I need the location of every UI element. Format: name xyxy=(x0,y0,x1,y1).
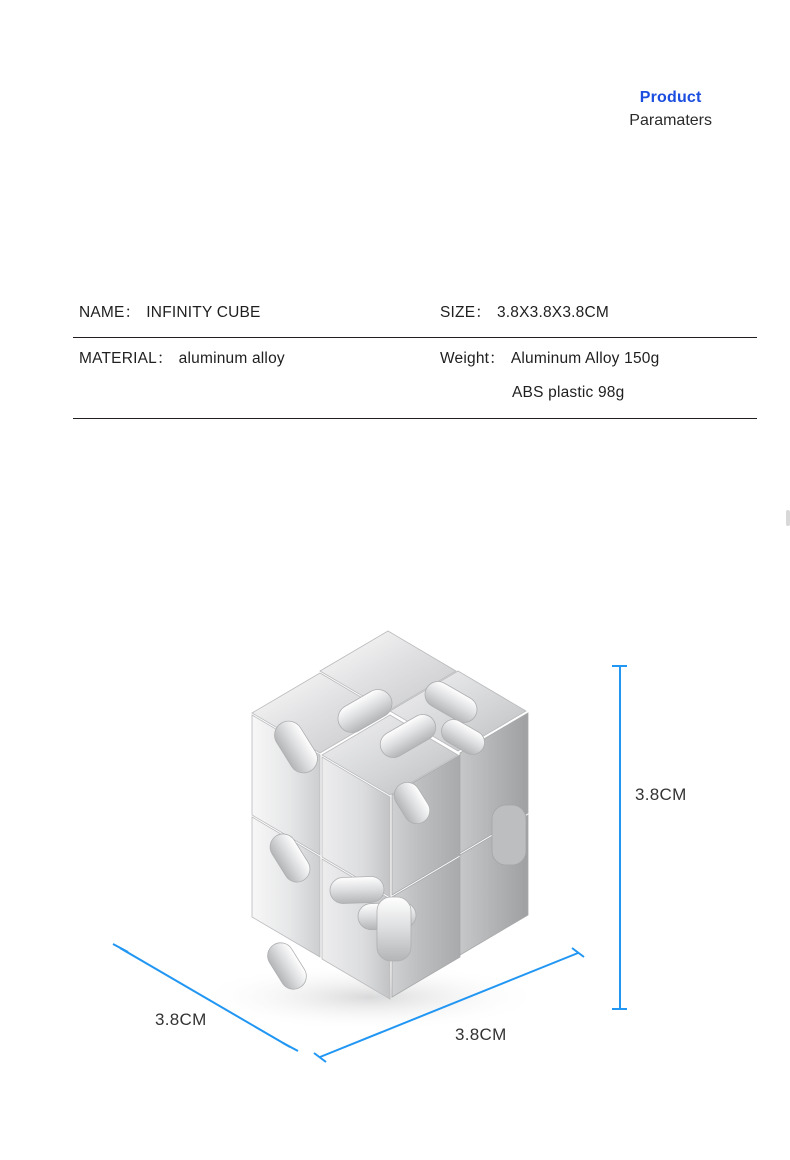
dimension-label-height: 3.8CM xyxy=(635,785,687,804)
spec-value-weight: Aluminum Alloy 150g xyxy=(510,350,660,367)
spec-value-size: 3.8X3.8X3.8CM xyxy=(496,304,609,321)
dimension-label-width-left: 3.8CM xyxy=(155,1010,207,1029)
product-parameters-header xyxy=(629,88,712,132)
product-image-section xyxy=(0,560,790,1120)
spec-key-weight: Weight： xyxy=(440,350,505,367)
header-paramaters-label: Paramaters xyxy=(629,111,712,129)
spec-value-name: INFINITY CUBE xyxy=(146,304,261,321)
spec-cell-name xyxy=(73,292,434,322)
header-product-label: Product xyxy=(639,89,702,106)
table-row xyxy=(73,338,757,419)
spec-cell-material xyxy=(73,338,434,368)
spec-value-material: aluminum alloy xyxy=(178,350,285,367)
spec-cell-size xyxy=(434,292,757,322)
table-row xyxy=(73,292,757,338)
specification-table xyxy=(73,292,757,419)
spec-value-weight-secondary: ABS plastic 98g xyxy=(512,384,625,401)
dimension-label-width-right: 3.8CM xyxy=(455,1025,507,1044)
spec-key-name: NAME： xyxy=(79,304,141,321)
spec-key-size: SIZE： xyxy=(440,304,491,321)
scrollbar-indicator[interactable] xyxy=(786,510,790,526)
spec-cell-weight xyxy=(434,338,757,402)
spec-key-material: MATERIAL： xyxy=(79,350,173,367)
dimension-lines-base xyxy=(0,560,790,1120)
